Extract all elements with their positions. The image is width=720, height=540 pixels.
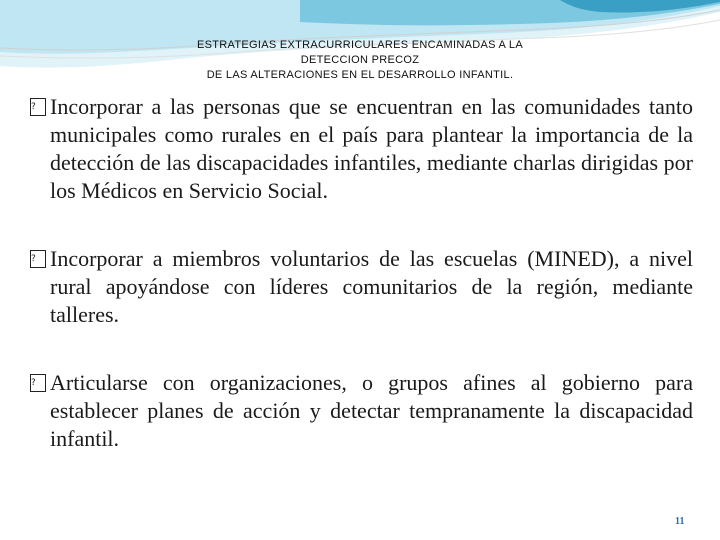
- bullet-text-2: Incorporar a miembros voluntarios de las escuelas (MINED), a nivel rural apoyándose con líderes comunitarios de la región, mediante talleres.: [50, 246, 693, 327]
- slide-title-line-1: ESTRATEGIAS EXTRACURRICULARES ENCAMINADAS A LA: [197, 39, 523, 51]
- slide-title-line-3: DE LAS ALTERACIONES EN EL DESARROLLO INFANTIL.: [206, 69, 514, 81]
- bullet-item-2: [30, 245, 693, 329]
- bullet-placeholder-icon: ?: [30, 374, 46, 392]
- page-number: 11: [675, 516, 685, 527]
- bullet-item-3: [30, 369, 693, 453]
- bullet-item-1: [30, 93, 693, 205]
- bullet-placeholder-icon: ?: [30, 250, 46, 268]
- bullet-list: [30, 93, 693, 453]
- bullet-placeholder-icon: ?: [30, 98, 46, 116]
- slide-title-line-2: DETECCION PRECOZ: [300, 54, 420, 66]
- bullet-text-3: Articularse con organizaciones, o grupos afines al gobierno para establecer planes de acción y detectar tempranamente la discapacidad infantil.: [50, 370, 693, 451]
- bullet-text-1: Incorporar a las personas que se encuentran en las comunidades tanto municipales como rurales en el país para plantear la importancia de la detección de las discapacidades infantiles, mediante charlas dirigidas por los Médicos en Servicio Social.: [50, 94, 693, 203]
- slide-title: [120, 38, 600, 83]
